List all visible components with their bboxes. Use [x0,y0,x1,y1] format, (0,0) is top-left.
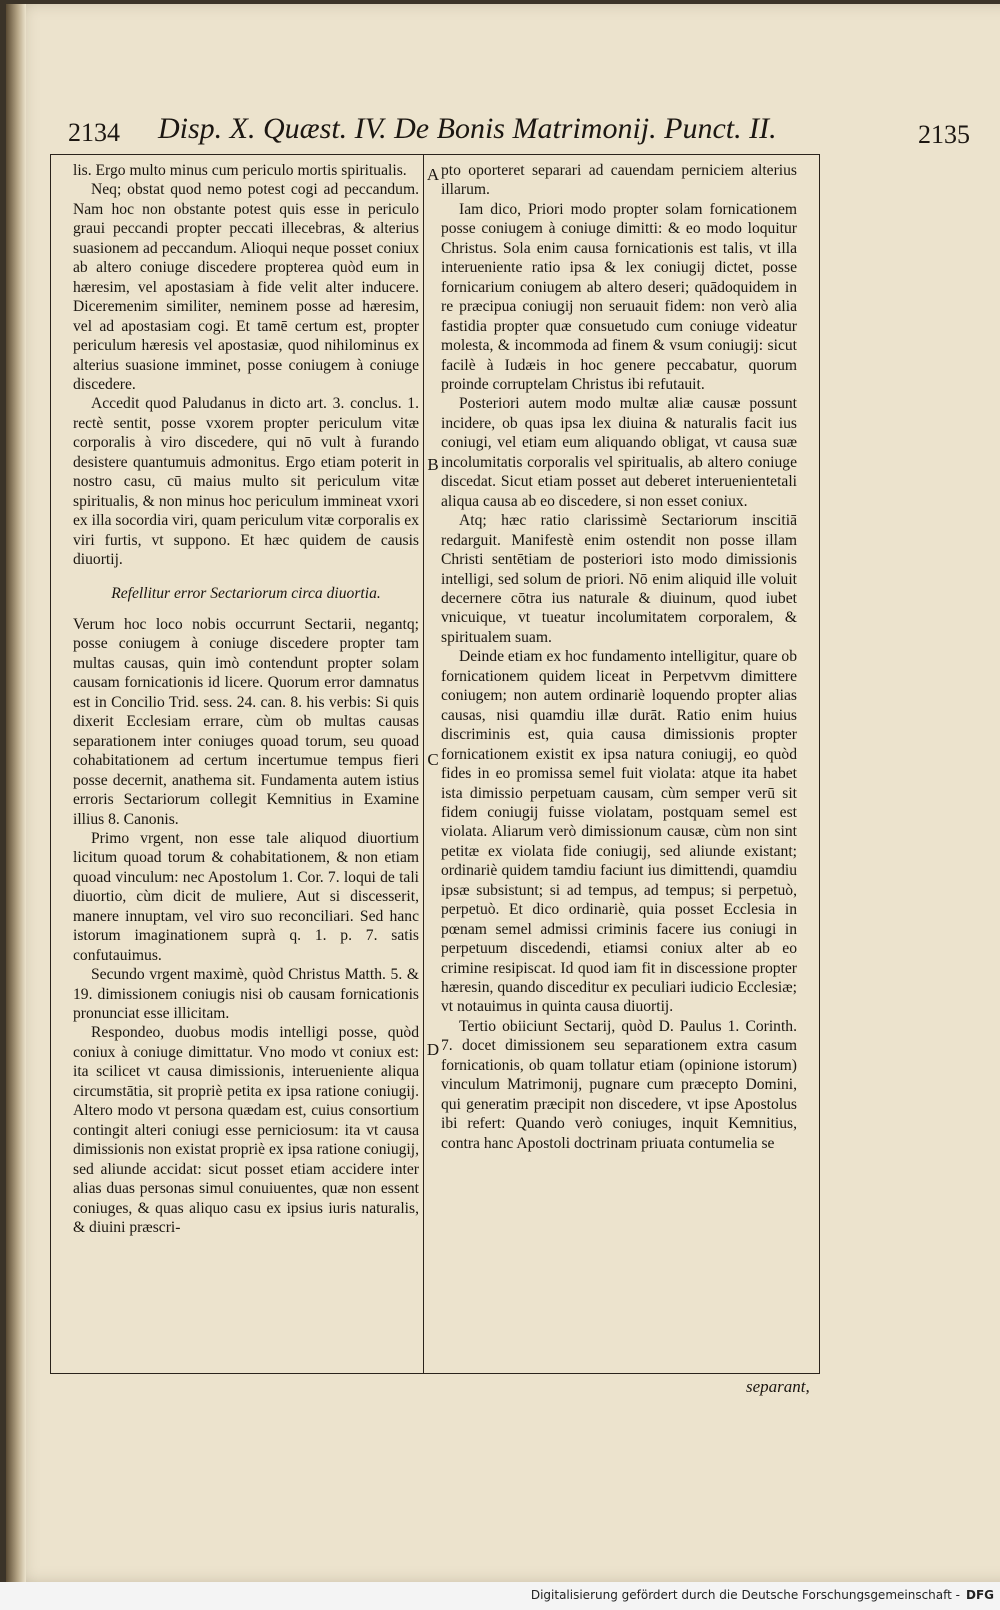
page-number-left: 2134 [68,118,120,147]
paragraph: Primo vrgent, non esse tale aliquod diuortium licitum quoad torum & cohabitationem, & non etiam quoad vinculum: nec Apostolum 1. Cor. 7. loqui de tali diuortio, cùm dicit de muliere, Aut si discesserit, manere innuptam, vel viro suo reconciliari. Sed hanc istorum imaginationem suprà q. 1. p. 7. satis confutauimus. [73,829,419,964]
column-divider [423,155,424,1373]
margin-letter: A [426,165,440,184]
paragraph: Deinde etiam ex hoc fundamento intelligitur, quare ob fornicationem quidem liceat in Perpetvvm dimittere coniugem; non autem ordinariè loquendo propter alias causas, nisi quamdiu illæ durāt. Ratio enim huius discriminis est, quia causa dimissionis propter fornicationem existit ex ipsa natura coniugij, eo quòd fides in eo promissa semel fuit violata: atque ita habet ista dimissio perpetuam causam, cùm semper verū sit fidem coniugij fuisse violatam, postquam semel est violata. Aliarum verò dimissionum causæ, cùm non sint petitæ ex violata fide coniugij, sed aliunde existant; ordinariè quidem tamdiu faciunt ius dimittendi, quamdiu ipsæ subsistunt; si ad tempus, ad tempus; si perpetuò, perpetuò. Et dico ordinariè, quia posset Ecclesia in pœnam semel admissi criminis facere ius coniugi in perpetuum discedendi, etiamsi coniux alter ab eo crimine resipiscat. Id quod iam fit in discessione propter hæresin, quando disceditur ex peculiari iudicio Ecclesiæ; vt notauimus in quinta causa diuortij. [441,648,797,1016]
paragraph: Iam dico, Priori modo propter solam fornicationem posse coniugem à coniuge dimitti: & eo modo loquitur Christus. Sola enim causa fornicationis est talis, vt illa interueniente ratio ipsa & lex coniugij dictet, posse fornicarium coniugem ab altero deseri; quādoquidem in re præcipua coniugij non seruauit fidem: non verò alia fastidia propter quæ consuetudo cum coniuge videatur molesta, & incommoda ad finem & vsum coniugij: sicut facilè à Iudæis in hoc genere peccabatur, quorum proinde corruptelam Christus ibi refutauit. [441,200,797,393]
margin-letter: B [427,455,439,474]
right-column [441,161,797,1365]
paragraph: Posteriori autem modo multæ aliæ causæ possunt incidere, ob quas ipsa lex diuina & naturalis facit ius coniugi, vel etiam eum aliquando obligat, vt causa suæ incolumitatis corporalis vel spiritualis, ab altero coniuge discedat. Sicut etiam posset aut deberet interuenientetali aliqua causa ab eo discedere, si non esset coniux. [441,395,797,510]
section-heading: Refellitur error Sectariorum circa diuortia. [111,584,381,602]
paragraph: Atq; hæc ratio clarissimè Sectariorum inscitiā redarguit. Manifestè enim ostendit non posse illam Christi sentētiam de posteriori isto modo dimissionis intelligi, sed solum de priori. Nō enim aliquid ille voluit decernere cōtra ius naturale & diuinum, quod iubet vnicuique, vt tueatur incolumitatem corporalem, & spiritualem suam. [441,512,797,646]
dfg-logo: DFG [965,1588,994,1602]
paragraph: Tertio obiiciunt Sectarij, quòd D. Paulus 1. Corinth. 7. docet dimissionem seu separationem extra casum fornicationis, ob quam tollatur etiam (opinione istorum) vinculum Matrimonij, pugnare cum præcepto Domini, qui generatim præcipit non discedere, vt ipse Apostolus ibi refert: Quando verò coniuges, inquit Kemnitius, contra hanc Apostoli doctrinam priuata contumelia se [441,1017,797,1152]
book-page [6,4,1000,1582]
margin-letter: D [426,1040,440,1059]
paragraph: lis. Ergo multo minus cum periculo mortis spiritualis. [73,162,407,179]
book-spine-shadow [6,4,26,1582]
paragraph: Secundo vrgent maximè, quòd Christus Matth. 5. & 19. dimissionem coniugis nisi ob causam fornicationis pronunciat esse illicitam. [73,966,419,1023]
running-title: Disp. X. Quæst. IV. De Bonis Matrimonij. Punct. II. [158,112,777,145]
funding-credit: Digitalisierung gefördert durch die Deutsche Forschungsgemeinschaft - [530,1588,960,1602]
paragraph: Accedit quod Paludanus in dicto art. 3. conclus. 1. rectè sentit, posse vxorem propter periculum vitæ corporalis à viro discedere, qui nō vult à furando desistere quantumuis admonitus. Ergo etiam poterit in nostro casu, cū maius multo sit periculum vitæ spiritualis, & non minus hoc periculum immineat vxori ex illa socordia viri, quam periculum vitæ corporalis ex viri furtis, vt suppono. Et hæc quidem de causis diuortij. [73,395,419,569]
paragraph: Verum hoc loco nobis occurrunt Sectarii, negantq; posse coniugem à coniuge discedere propter tam multas causas, quin imò contendunt propter solam causam fornicationis id licere. Quorum error damnatus est in Concilio Trid. sess. 24. can. 8. his verbis: Si quis dixerit Ecclesiam errare, cùm ob multas causas separationem inter coniuges quoad torum, seu quoad cohabitationem ad certum incertumue tempus fieri posse decernit, anathema sit. Fundamenta autem istius erroris Sectariorum collegit Kemnitius in Examine illius 8. Canonis. [73,615,419,828]
left-column [73,161,419,1365]
paragraph: pto oporteret separari ad cauendam perniciem alterius illarum. [441,162,797,199]
margin-letter: C [427,750,439,769]
text-frame [50,154,820,1374]
paragraph: Respondeo, duobus modis intelligi posse, quòd coniux à coniuge dimittatur. Vno modo vt coniux est: ita scilicet vt causa dimissionis, interueniente aliqua circumstātia, sit propriè petita ex ipsa ratione coniugij. Altero modo vt persona quædam est, cuius consortium contingit alteri coniugi esse perniciosum: ita vt causa dimissionis non existat propriè ex ipsa ratione coniugij, sed aliunde accidat: sicut posset etiam accidere inter alias duas personas simul conuiuentes, quæ non essent coniuges, & quas aliquo casu ex ipsius iuris naturalis, & diuini præscri- [73,1024,419,1237]
digitization-footer [0,1582,1000,1610]
catchword: separant, [746,1377,810,1396]
paragraph: Neq; obstat quod nemo potest cogi ad peccandum. Nam hoc non obstante potest quis esse in periculo graui peccandi propter peccati illecebras, & alterius suasionem ad peccandum. Alioqui neque posset coniux ab altero coniuge discedere propterea quòd eum in hæresim, vel apostasiam à fide velit alter inducere. Diceremenim similiter, neminem posse ad hæresim, vel ad apostasiam cogi. Et tamē certum est, propter periculum hæresis vel apostasiæ, quod nihilominus ex alterius suasione imminet, posse coniugem à coniuge discedere. [73,181,419,393]
page-header [68,112,970,156]
page-number-right: 2135 [918,120,970,149]
